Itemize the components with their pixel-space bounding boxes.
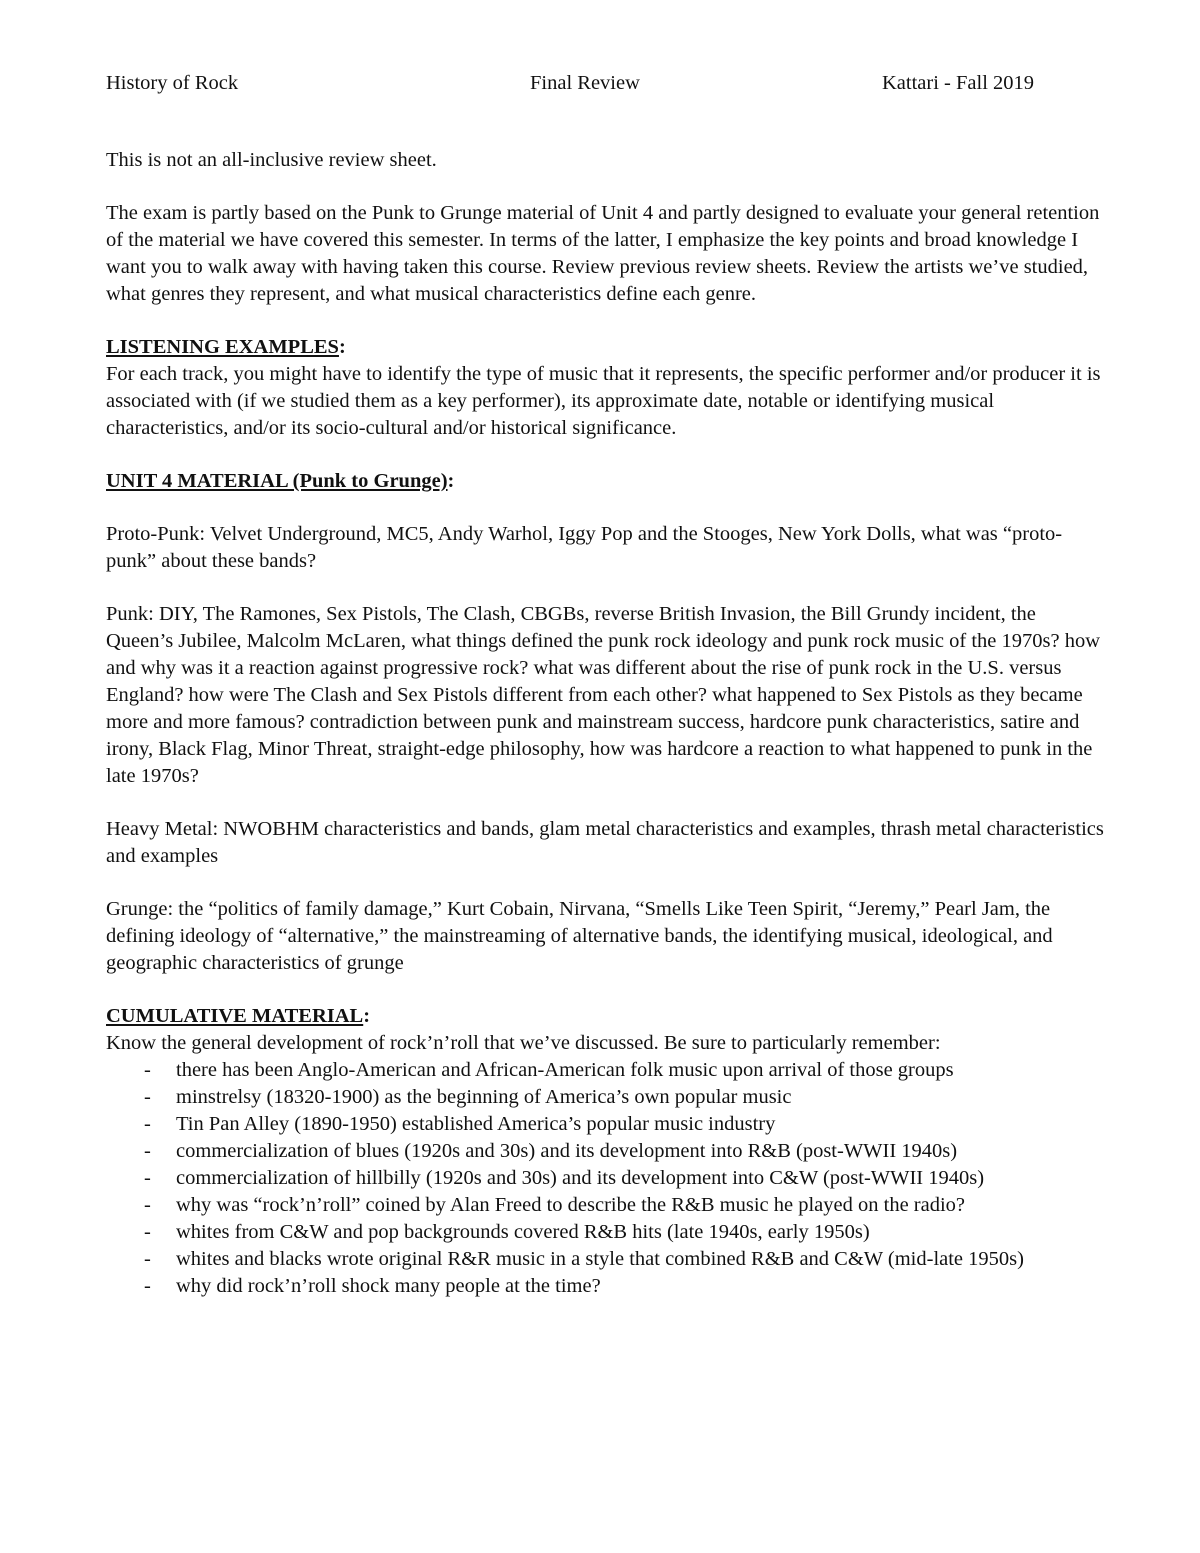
dash-bullet: - bbox=[144, 1113, 151, 1135]
dash-bullet: - bbox=[144, 1275, 151, 1297]
listening-paragraph: For each track, you might have to identify the type of music that it represents, the specific performer and/or producer it is associated with (if we studied them as a key performer), its approximate date, notable or identifying musical characteristics, and/or its socio-cultural and/or historical significance. bbox=[106, 363, 1101, 439]
proto-punk-paragraph: Proto-Punk: Velvet Underground, MC5, Andy Warhol, Iggy Pop and the Stooges, New York Dolls, what was “proto-punk” about these bands? bbox=[106, 523, 1063, 572]
dash-bullet: - bbox=[144, 1248, 151, 1270]
dash-bullet: - bbox=[144, 1221, 151, 1243]
list-item-text: there has been Anglo-American and African-American folk music upon arrival of those groups bbox=[176, 1059, 954, 1081]
list-item-text: whites from C&W and pop backgrounds covered R&B hits (late 1940s, early 1950s) bbox=[176, 1221, 870, 1243]
unit4-heading-colon: : bbox=[447, 470, 455, 492]
punk-paragraph: Punk: DIY, The Ramones, Sex Pistols, The Clash, CBGBs, reverse British Invasion, the Bill Grundy incident, the Queen’s Jubilee, Malcolm McLaren, what things defined the punk rock ideology and punk rock music of the 1970s? how and why was it a reaction against progressive rock? what was different about the rise of punk rock in the U.S. versus England? how were The Clash and Sex Pistols different from each other? what happened to Sex Pistols as they became more and more famous? contradiction between punk and mainstream success, hardcore punk characteristics, satire and irony, Black Flag, Minor Threat, straight-edge philosophy, how was hardcore a reaction to what happened to punk in the late 1970s? bbox=[106, 603, 1101, 787]
listening-heading-colon: : bbox=[338, 336, 346, 358]
listening-heading bbox=[106, 334, 1106, 361]
list-item bbox=[106, 1057, 1106, 1084]
document-page bbox=[106, 70, 1106, 1300]
dash-bullet: - bbox=[144, 1086, 151, 1108]
cumulative-heading-text: CUMULATIVE MATERIAL bbox=[106, 1005, 364, 1027]
heavy-metal-paragraph: Heavy Metal: NWOBHM characteristics and bands, glam metal characteristics and examples, thrash metal characteristics and examples bbox=[106, 818, 1104, 867]
course-title: History of Rock bbox=[106, 72, 239, 94]
list-item bbox=[106, 1219, 1106, 1246]
list-item bbox=[106, 1084, 1106, 1111]
list-item bbox=[106, 1246, 1106, 1273]
document-title: Final Review bbox=[530, 72, 640, 94]
list-item-text: Tin Pan Alley (1890-1950) established America’s popular music industry bbox=[176, 1113, 776, 1135]
list-item-text: why did rock’n’roll shock many people at the time? bbox=[176, 1275, 601, 1297]
unit4-heading-text: UNIT 4 MATERIAL (Punk to Grunge) bbox=[106, 470, 448, 492]
cumulative-list bbox=[106, 1057, 1106, 1300]
intro-paragraph: The exam is partly based on the Punk to Grunge material of Unit 4 and partly designed to evaluate your general retention of the material we have covered this semester. In terms of the latter, I emphasize the key points and broad knowledge I want you to walk away with having taken this course. Review previous review sheets. Review the artists we’ve studied, what genres they represent, and what musical characteristics define each genre. bbox=[106, 202, 1100, 305]
grunge-paragraph: Grunge: the “politics of family damage,” Kurt Cobain, Nirvana, “Smells Like Teen Spirit, “Jeremy,” Pearl Jam, the defining ideology of “alternative,” the mainstreaming of alternative bands, the identifying musical, ideological, and geographic characteristics of grunge bbox=[106, 898, 1053, 974]
disclaimer-line: This is not an all-inclusive review sheet. bbox=[106, 149, 437, 171]
dash-bullet: - bbox=[144, 1194, 151, 1216]
dash-bullet: - bbox=[144, 1059, 151, 1081]
instructor-term: Kattari - Fall 2019 bbox=[882, 72, 1035, 94]
dash-bullet: - bbox=[144, 1167, 151, 1189]
list-item bbox=[106, 1165, 1106, 1192]
list-item-text: commercialization of hillbilly (1920s and 30s) and its development into C&W (post-WWII 1940s) bbox=[176, 1167, 985, 1189]
cumulative-intro: Know the general development of rock’n’roll that we’ve discussed. Be sure to particularly remember: bbox=[106, 1032, 941, 1054]
list-item-text: why was “rock’n’roll” coined by Alan Freed to describe the R&B music he played on the radio? bbox=[176, 1194, 966, 1216]
unit4-heading bbox=[106, 468, 1106, 495]
list-item bbox=[106, 1192, 1106, 1219]
list-item-text: whites and blacks wrote original R&R music in a style that combined R&B and C&W (mid-late 1950s) bbox=[176, 1248, 1024, 1270]
cumulative-heading bbox=[106, 1003, 1106, 1030]
list-item-text: minstrelsy (18320-1900) as the beginning of America’s own popular music bbox=[176, 1086, 792, 1108]
cumulative-heading-colon: : bbox=[363, 1005, 371, 1027]
page-header bbox=[106, 70, 1106, 97]
dash-bullet: - bbox=[144, 1140, 151, 1162]
list-item bbox=[106, 1111, 1106, 1138]
list-item bbox=[106, 1273, 1106, 1300]
list-item-text: commercialization of blues (1920s and 30s) and its development into R&B (post-WWII 1940s) bbox=[176, 1140, 958, 1162]
listening-heading-text: LISTENING EXAMPLES bbox=[106, 336, 339, 358]
list-item bbox=[106, 1138, 1106, 1165]
